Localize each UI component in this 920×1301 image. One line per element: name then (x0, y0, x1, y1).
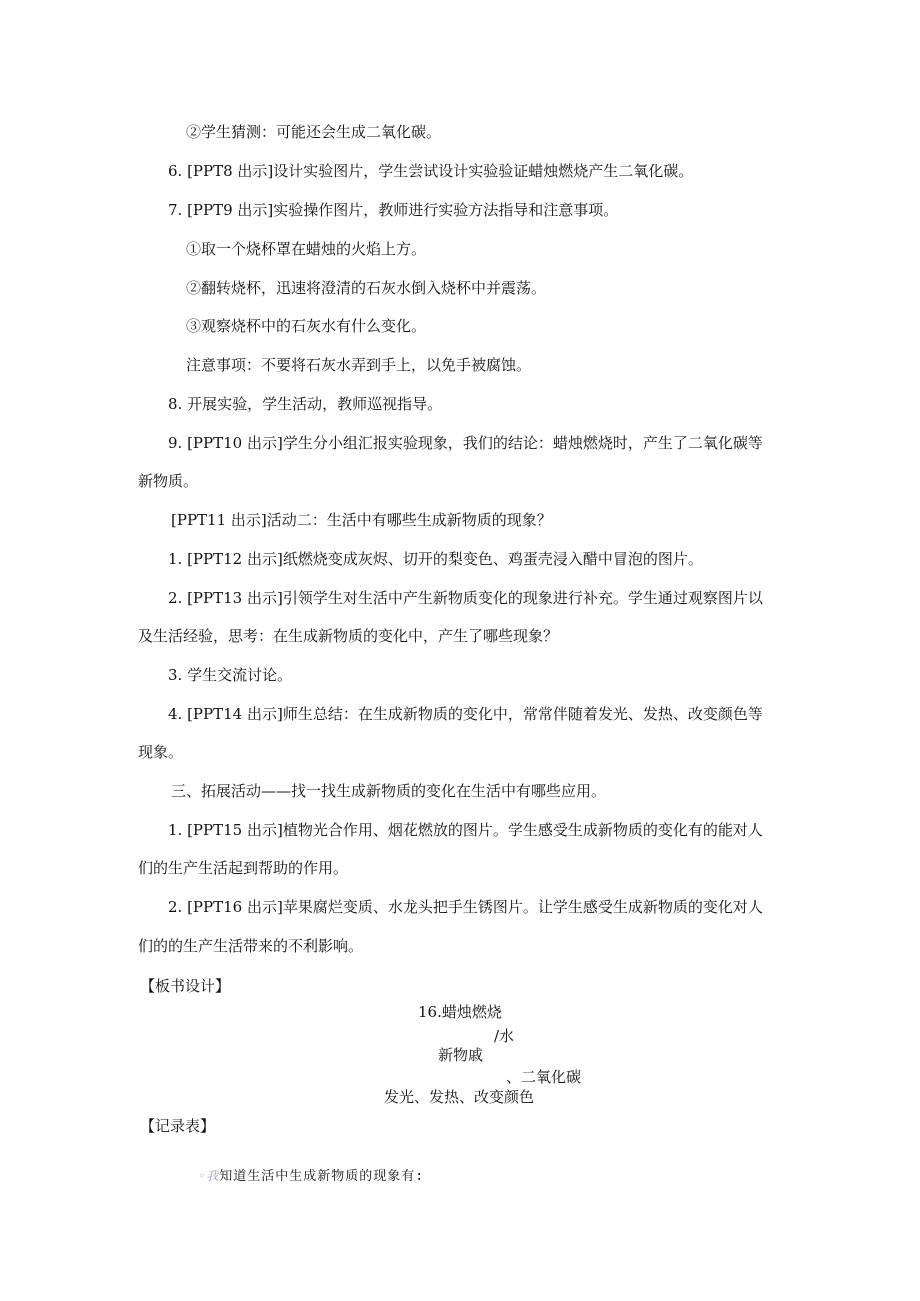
board-new-substance: 新物戚 (438, 1046, 484, 1064)
board-design-heading: 【板书设计】 (140, 977, 231, 995)
record-bullet: ◦我 (198, 1169, 220, 1183)
paragraph-line: ②翻转烧杯，迅速将澄清的石灰水倒入烧杯中并震荡。 (186, 279, 547, 297)
paragraph-line: 及生活经验，思考：在生成新物质的变化中，产生了哪些现象？ (138, 627, 559, 645)
paragraph-line: 2. [PPT16 出示]苹果腐烂变质、水龙头把手生锈图片。让学生感受生成新物质的变化对人 (168, 898, 763, 916)
paragraph-line: 1. [PPT15 出示]植物光合作用、烟花燃放的图片。学生感受生成新物质的变化有的能对人 (168, 821, 763, 839)
record-prompt-text: 知道生活中生成新物质的现象有: (219, 1169, 425, 1184)
paragraph-line: 4. [PPT14 出示]师生总结：在生成新物质的变化中，常常伴随着发光、发热、改变颜色等 (168, 705, 763, 723)
paragraph-line: 9. [PPT10 出示]学生分小组汇报实验现象，我们的结论：蜡烛燃烧时，产生了二氧化碳等 (168, 434, 763, 452)
paragraph-line: 7. [PPT9 出示]实验操作图片，教师进行实验方法指导和注意事项。 (168, 201, 619, 219)
paragraph-line: 们的的生产生活带来的不利影响。 (138, 937, 364, 955)
paragraph-line: ③观察烧杯中的石灰水有什么变化。 (186, 317, 427, 335)
section-heading: 三、拓展活动——找一找生成新物质的变化在生活中有哪些应用。 (171, 782, 607, 800)
paragraph-line: 6. [PPT8 出示]设计实验图片，学生尝试设计实验验证蜡烛燃烧产生二氧化碳。 (168, 162, 694, 180)
paragraph-line: [PPT11 出示]活动二：生活中有哪些生成新物质的现象？ (171, 511, 552, 529)
paragraph-line: 现象。 (138, 743, 184, 761)
paragraph-line: ②学生猜测：可能还会生成二氧化碳。 (186, 123, 442, 141)
board-phenomena: 发光、发热、改变颜色 (384, 1088, 535, 1106)
board-co2: 、二氧化碳 (506, 1068, 582, 1086)
paragraph-line: 2. [PPT13 出示]引领学生对生活中产生新物质变化的现象进行补充。学生通过观察图片以 (168, 589, 763, 607)
paragraph-line: 1. [PPT12 出示]纸燃烧变成灰烬、切开的梨变色、鸡蛋壳浸入醋中冒泡的图片。 (168, 550, 703, 568)
record-table-heading: 【记录表】 (140, 1117, 216, 1135)
paragraph-line: 8. 开展实验，学生活动，教师巡视指导。 (168, 395, 443, 413)
paragraph-line: 3. 学生交流讨论。 (168, 666, 293, 684)
paragraph-line: ①取一个烧杯罩在蜡烛的火焰上方。 (186, 240, 427, 258)
board-title: 16.蜡烛燃烧 (418, 1003, 502, 1021)
record-prompt (198, 1165, 424, 1184)
paragraph-line: 们的生产生活起到帮助的作用。 (138, 859, 349, 877)
paragraph-line: 注意事项：不要将石灰水弄到手上，以免手被腐蚀。 (186, 356, 532, 374)
paragraph-line: 新物质。 (138, 472, 199, 490)
board-water: /水 (494, 1027, 515, 1045)
